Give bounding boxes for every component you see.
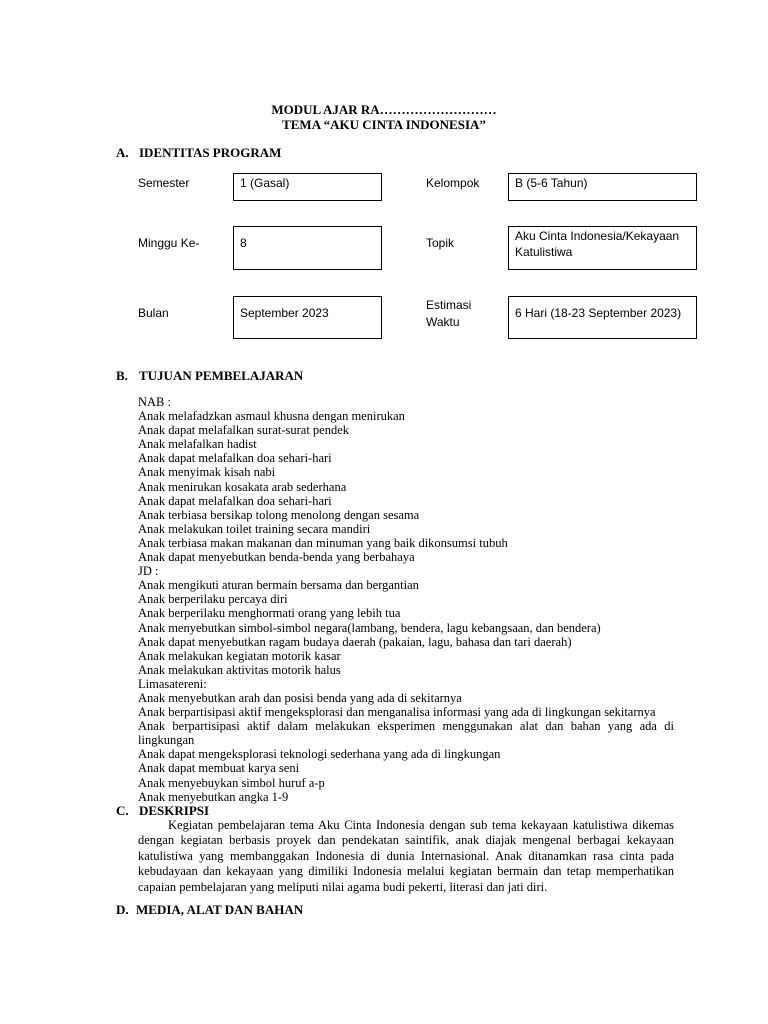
list-item: Anak menirukan kosakata arab sederhana [138, 479, 347, 494]
section-title: DESKRIPSI [139, 803, 210, 818]
section-title: IDENTITAS PROGRAM [139, 145, 282, 160]
list-item: Anak melakukan aktivitas motorik halus [138, 662, 341, 677]
section-letter: B. [116, 368, 128, 383]
minggu-field: 8 [233, 226, 382, 270]
semester-field: 1 (Gasal) [233, 173, 382, 201]
topik-label: Topik [426, 236, 455, 250]
section-d-heading [116, 902, 303, 918]
estimasi-label-line1: Estimasi [426, 298, 472, 312]
section-c-heading [116, 803, 209, 819]
document-title: MODUL AJAR RA……………………… [271, 102, 497, 117]
list-item: JD : [138, 564, 159, 579]
list-item: Anak dapat menyebutkan ragam budaya daerah (pakaian, lagu, bahasa dan tari daerah) [138, 634, 572, 649]
section-letter: D. [116, 902, 129, 917]
list-item: Anak menyebutkan angka 1-9 [138, 789, 289, 804]
estimasi-field: 6 Hari (18-23 September 2023) [508, 296, 697, 339]
list-item: Anak dapat membuat karya seni [138, 761, 300, 776]
list-item: Anak berpartisipasi aktif dalam melakukan eksperimen menggunakan alat dan bahan yang ada di lingkungan [138, 719, 674, 748]
section-b-heading [116, 368, 303, 384]
topik-field [508, 226, 697, 270]
list-item: Anak melafadzkan asmaul khusna dengan menirukan [138, 409, 405, 424]
list-item: Anak terbiasa bersikap tolong menolong dengan sesama [138, 507, 420, 522]
list-item: Limasatereni: [138, 676, 207, 691]
list-item: Anak mengikuti aturan bermain bersama dan bergantian [138, 578, 419, 593]
topik-value-line2: Katulistiwa [515, 245, 573, 259]
section-letter: A. [116, 145, 129, 160]
list-item: Anak menyebutkan arah dan posisi benda yang ada di sekitarnya [138, 690, 462, 705]
bulan-label: Bulan [138, 306, 169, 320]
list-item: NAB : [138, 395, 171, 409]
section-letter: C. [116, 803, 129, 818]
list-item: Anak dapat melafalkan surat-surat pendek [138, 423, 350, 438]
list-item: Anak menyebuykan simbol huruf a-p [138, 775, 325, 790]
estimasi-label-line2: Waktu [426, 315, 460, 329]
kelompok-label: Kelompok [426, 176, 480, 190]
description-paragraph: Kegiatan pembelajaran tema Aku Cinta Indonesia dengan sub tema kekayaan katulistiwa dikemas dengan kegiatan berbasis proyek dan pendekatan saintifik, anak diajak mengenal berbagai kekayaan katulistiwa yang membanggakan Indonesia di dunia Internasional. Anak ditanamkan rasa cinta pada kebudayaan dan kekayaan yang dimiliki Indonesia melalui kegiatan bermain dan tetap memperhatikan capaian pembelajaran yang meliputi nilai agama budi pekerti, literasi dan jati diri. [138, 818, 674, 894]
list-item: Anak melakukan kegiatan motorik kasar [138, 648, 341, 663]
section-title: MEDIA, ALAT DAN BAHAN [136, 902, 304, 917]
topik-value-line1: Aku Cinta Indonesia/Kekayaan [515, 229, 680, 243]
bulan-field: September 2023 [233, 296, 382, 339]
section-title: TUJUAN PEMBELAJARAN [139, 368, 304, 383]
list-item: Anak melafalkan hadist [138, 437, 257, 452]
list-item: Anak menyebutkan simbol-simbol negara(lambang, bendera, lagu kebangsaan, dan bendera) [138, 620, 601, 635]
list-item: Anak dapat menyebutkan benda-benda yang berbahaya [138, 550, 415, 565]
minggu-label: Minggu Ke- [138, 236, 200, 250]
kelompok-field: B (5-6 Tahun) [508, 173, 697, 201]
list-item: Anak melakukan toilet training secara mandiri [138, 521, 371, 536]
section-a-heading [116, 145, 281, 161]
list-item: Anak dapat melafalkan doa sehari-hari [138, 493, 332, 508]
semester-label: Semester [138, 176, 190, 190]
estimasi-label [426, 297, 471, 331]
document-theme: TEMA “AKU CINTA INDONESIA” [282, 117, 486, 132]
list-item: Anak dapat melafalkan doa sehari-hari [138, 451, 332, 466]
list-item: Anak berperilaku menghormati orang yang lebih tua [138, 606, 401, 621]
list-item: Anak menyimak kisah nabi [138, 465, 276, 480]
learning-goals-list [138, 395, 674, 804]
list-item: Anak dapat mengeksplorasi teknologi sederhana yang ada di lingkungan [138, 747, 501, 762]
list-item: Anak terbiasa makan makanan dan minuman yang baik dikonsumsi tubuh [138, 535, 508, 550]
list-item: Anak berperilaku percaya diri [138, 592, 288, 607]
list-item: Anak berpartisipasi aktif mengeksplorasi dan menganalisa informasi yang ada di lingkungan sekitarnya [138, 705, 656, 720]
